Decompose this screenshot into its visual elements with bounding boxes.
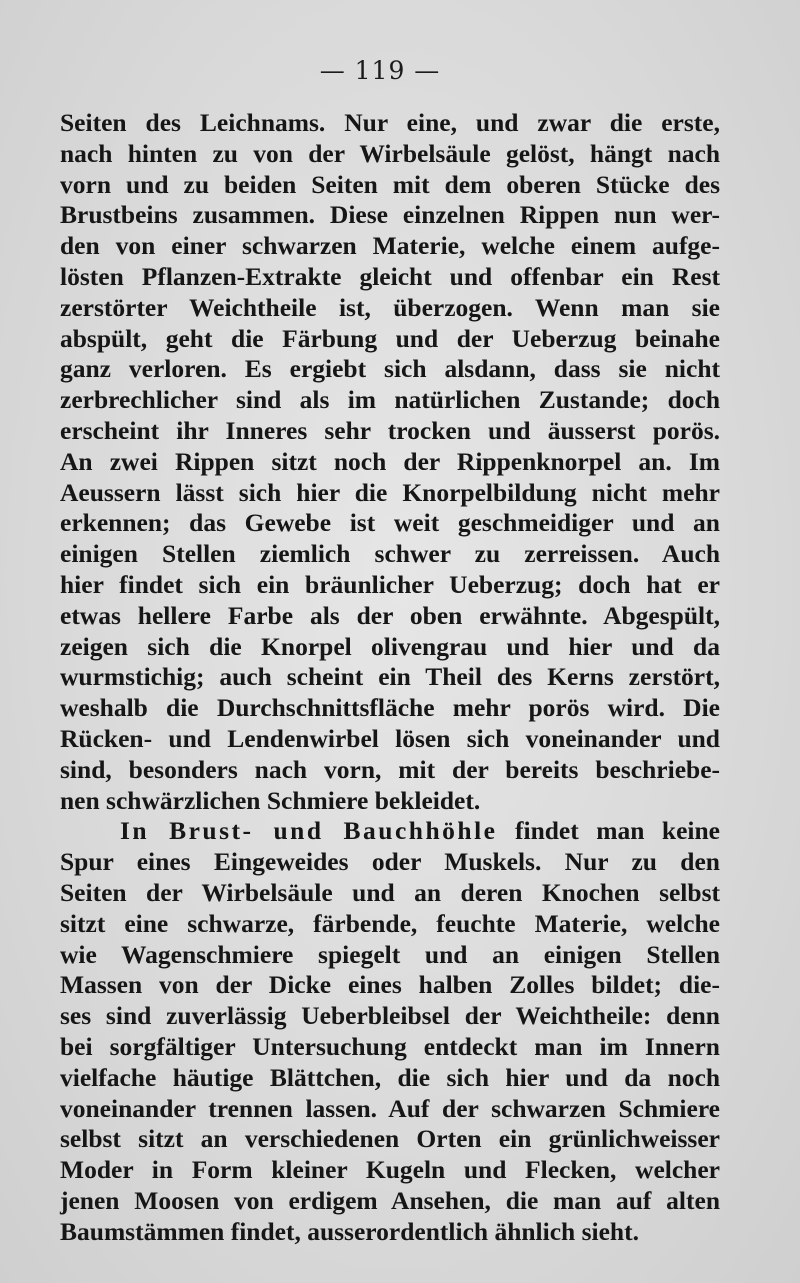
text-line: selbst sitzt an verschiedenen Orten ein grünlichweisser xyxy=(60,1124,720,1154)
text-line: sitzt eine schwarze, färbende, feuchte Materie, welche xyxy=(60,908,720,938)
text-line: jenen Moosen von erdigem Ansehen, die man auf alten xyxy=(60,1185,720,1215)
text-line: wurmstichig; auch scheint ein Theil des Kerns zerstört, xyxy=(60,662,720,692)
text-line: wie Wagenschmiere spiegelt und an einigen Stellen xyxy=(60,939,720,969)
text-line: vielfache häutige Blättchen, die sich hier und da noch xyxy=(60,1062,720,1092)
text-line: etwas hellere Farbe als der oben erwähnte. Abgespült, xyxy=(60,600,720,630)
text-line: Baumstämmen findet, ausserordentlich ähnlich sieht. xyxy=(60,1216,639,1246)
text-line: weshalb die Durchschnittsfläche mehr porös wird. Die xyxy=(60,693,720,723)
text-line: nach hinten zu von der Wirbelsäule gelöst, hängt nach xyxy=(60,138,720,168)
text-line: hier findet sich ein bräunlicher Ueberzug; doch hat er xyxy=(60,569,720,599)
text-line: sind, besonders nach vorn, mit der bereits beschriebe- xyxy=(60,754,720,784)
text-line: Seiten der Wirbelsäule und an deren Knochen selbst xyxy=(60,877,720,907)
text-line: bei sorgfältiger Untersuchung entdeckt man im Innern xyxy=(60,1031,720,1061)
text-line: Seiten des Leichnams. Nur eine, und zwar die erste, xyxy=(60,108,720,137)
text-line: erscheint ihr Inneres sehr trocken und äusserst porös. xyxy=(60,415,720,445)
page-number: — 119 — xyxy=(319,56,441,85)
text-line: zerstörter Weichtheile ist, überzogen. Wenn man sie xyxy=(60,292,720,322)
text-line: Spur eines Eingeweides oder Muskels. Nur zu den xyxy=(60,847,720,877)
text-line: vorn und zu beiden Seiten mit dem oberen Stücke des xyxy=(60,169,720,199)
text-line: einigen Stellen ziemlich schwer zu zerreissen. Auch xyxy=(60,539,720,569)
text-line: abspült, geht die Färbung und der Ueberzug beinahe xyxy=(60,323,720,353)
text-line: erkennen; das Gewebe ist weit geschmeidiger und an xyxy=(60,508,720,538)
body-text xyxy=(60,108,720,1247)
spaced-emphasis: In Brust- und Bauchhöhle xyxy=(120,816,498,846)
text-line: zerbrechlicher sind als im natürlichen Zustande; doch xyxy=(60,385,720,415)
text-line: An zwei Rippen sitzt noch der Rippenknorpel an. Im xyxy=(60,446,720,476)
text-line: lösten Pflanzen-Extrakte gleicht und offenbar ein Rest xyxy=(60,261,720,291)
text-line: ganz verloren. Es ergiebt sich alsdann, dass sie nicht xyxy=(60,354,720,384)
text-line: Massen von der Dicke eines halben Zolles bildet; die- xyxy=(60,970,720,1000)
text-line: Brustbeins zusammen. Diese einzelnen Rippen nun wer- xyxy=(60,200,720,230)
paragraph-1 xyxy=(60,108,720,816)
text-line: Moder in Form kleiner Kugeln und Flecken, welcher xyxy=(60,1155,720,1185)
text-line: den von einer schwarzen Materie, welche einem aufge- xyxy=(60,231,720,261)
paragraph-2 xyxy=(60,816,720,1247)
text-line: Aeussern lässt sich hier die Knorpelbildung nicht mehr xyxy=(60,477,720,507)
text-line: voneinander trennen lassen. Auf der schwarzen Schmiere xyxy=(60,1093,720,1123)
text-line: nen schwärzlichen Schmiere bekleidet. xyxy=(60,785,481,815)
text-line: ses sind zuverlässig Ueberbleibsel der Weichtheile: denn xyxy=(60,1001,720,1031)
text-line-rest: findet man keine xyxy=(497,816,720,846)
paragraph-first-line xyxy=(60,816,720,847)
text-line: zeigen sich die Knorpel olivengrau und hier und da xyxy=(60,631,720,661)
text-line: Rücken- und Lendenwirbel lösen sich voneinander und xyxy=(60,723,720,753)
